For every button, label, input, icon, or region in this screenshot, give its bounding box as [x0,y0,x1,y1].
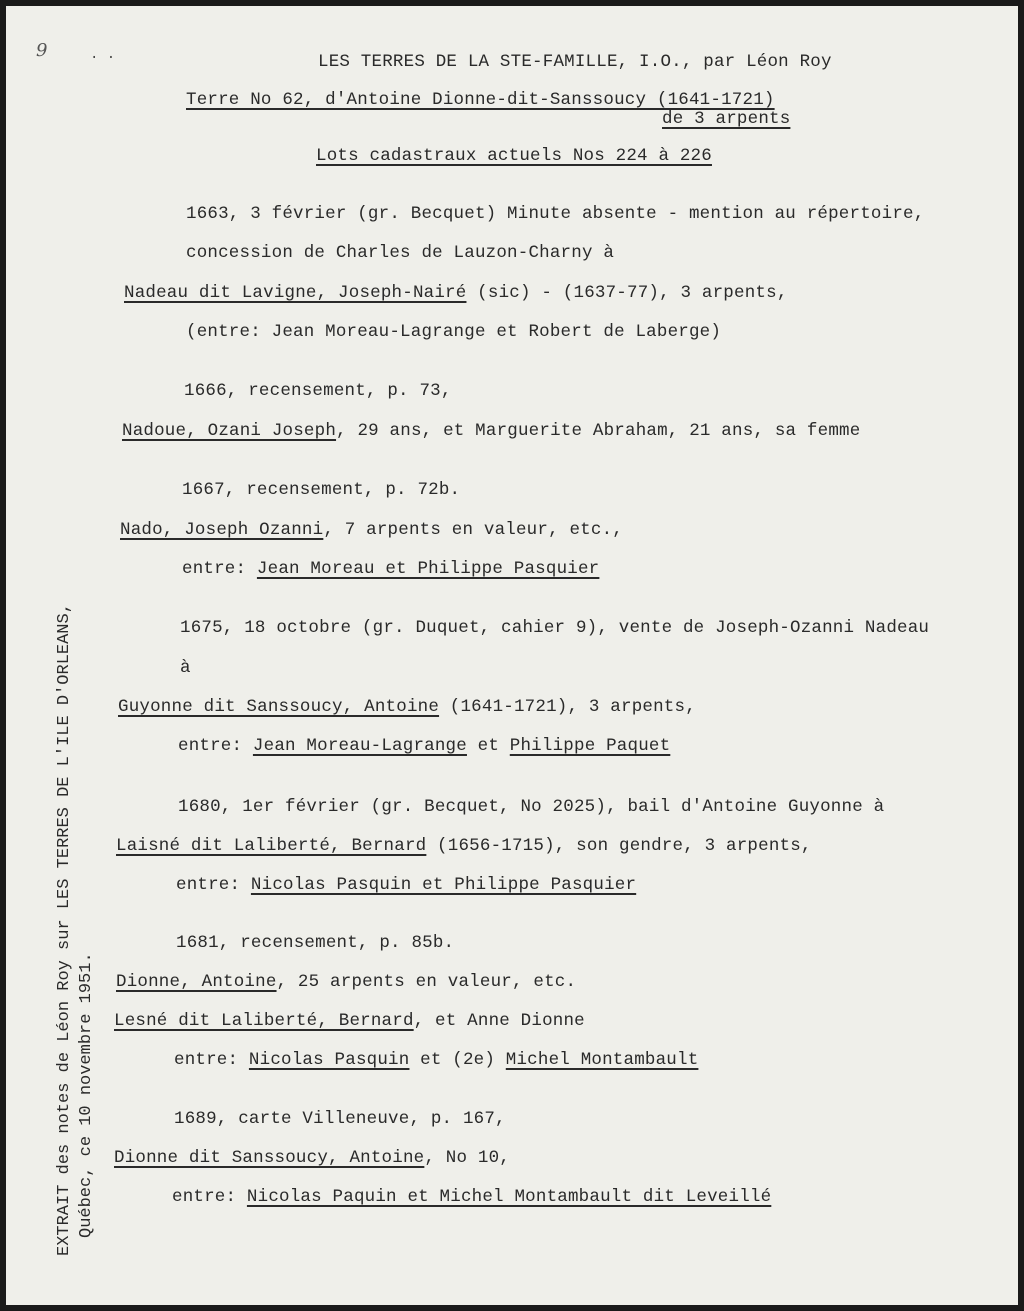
entry-1681-line1: 1681, recensement, p. 85b. [176,933,455,953]
page-number: 9 [36,40,48,61]
terre-size-line: de 3 arpents [662,109,791,129]
entry-1667-rest: , 7 arpents en valeur, etc., [323,520,623,540]
entry-1667-name: Nado, Joseph Ozanni [120,520,324,540]
entry-1680-between: Nicolas Pasquin et Philippe Pasquier [250,875,637,895]
entry-1681-between-a: Nicolas Pasquin [248,1050,410,1070]
entry-1667-line1: 1667, recensement, p. 72b. [182,480,461,500]
entry-1666-line2 [122,421,860,441]
entry-1663-rest: (sic) - (1637-77), 3 arpents, [466,283,788,303]
entry-1680-name: Laisné dit Laliberté, Bernard [116,836,427,856]
lots-line: Lots cadastraux actuels Nos 224 à 226 [316,146,712,166]
entry-1675-name: Guyonne dit Sanssoucy, Antoine [118,697,440,717]
entry-1675-rest: (1641-1721), 3 arpents, [439,697,696,717]
entry-1675-line1: 1675, 18 octobre (gr. Duquet, cahier 9), vente de Joseph-Ozanni Nadeau [180,618,930,638]
entry-1663-line4: (entre: Jean Moreau-Lagrange et Robert de Laberge) [186,322,722,342]
entry-1663-line3 [124,283,788,303]
entry-1675-line3 [118,697,696,717]
entry-1663-line2: concession de Charles de Lauzon-Charny à [186,243,615,263]
entry-1666-rest: , 29 ans, et Marguerite Abraham, 21 ans, sa femme [336,421,861,441]
entry-1680-rest: (1656-1715), son gendre, 3 arpents, [426,836,812,856]
entry-1667-between-line [182,559,599,579]
entry-1675-between-b: Philippe Paquet [509,736,671,756]
entry-1680-between-prefix: entre: [176,875,251,895]
entry-1663-name: Nadeau dit Lavigne, Joseph-Nairé [124,283,467,303]
entry-1681-rest2: , et Anne Dionne [413,1011,585,1031]
entry-1663-line1: 1663, 3 février (gr. Becquet) Minute absente - mention au répertoire, [186,204,925,224]
entry-1667-between-prefix: entre: [182,559,257,579]
entry-1689-between-line [172,1187,771,1207]
margin-note-line2: Québec, ce 10 novembre 1951. [77,952,96,1238]
entry-1689-between: Nicolas Paquin et Michel Montambault dit Leveillé [246,1187,772,1207]
entry-1667-line2 [120,520,623,540]
corner-mark: · · [90,50,116,66]
entry-1680-line2 [116,836,812,856]
entry-1681-between-prefix: entre: [174,1050,249,1070]
document-title: LES TERRES DE LA STE-FAMILLE, I.O., par Léon Roy [318,52,832,72]
entry-1681-name2: Lesné dit Laliberté, Bernard [114,1011,414,1031]
entry-1675-between-a: Jean Moreau-Lagrange [252,736,467,756]
entry-1666-line1: 1666, recensement, p. 73, [184,381,452,401]
entry-1675-between-line [178,736,670,756]
entry-1681-between-line [174,1050,698,1070]
entry-1689-name: Dionne dit Sanssoucy, Antoine [114,1148,425,1168]
entry-1681-line2 [116,972,576,992]
document-page [6,6,1018,1305]
entry-1681-name: Dionne, Antoine [116,972,277,992]
entry-1666-name: Nadoue, Ozani Joseph [122,421,337,441]
terre-line: Terre No 62, d'Antoine Dionne-dit-Sanssoucy (1641-1721) [186,90,775,110]
entry-1681-between-b: Michel Montambault [505,1050,699,1070]
margin-note-line1: EXTRAIT des notes de Léon Roy sur LES TERRES DE L'ILE D'ORLEANS, [55,603,74,1256]
entry-1689-line2 [114,1148,510,1168]
entry-1689-line1: 1689, carte Villeneuve, p. 167, [174,1109,506,1129]
entry-1681-line3 [114,1011,585,1031]
entry-1667-between: Jean Moreau et Philippe Pasquier [256,559,600,579]
entry-1680-line1: 1680, 1er février (gr. Becquet, No 2025), bail d'Antoine Guyonne à [178,797,885,817]
entry-1681-rest: , 25 arpents en valeur, etc. [276,972,577,992]
entry-1675-between-prefix: entre: [178,736,253,756]
entry-1689-between-prefix: entre: [172,1187,247,1207]
entry-1681-between-mid: et (2e) [409,1050,506,1070]
entry-1675-line2: à [180,658,191,678]
entry-1675-between-mid: et [466,736,510,756]
margin-note [54,603,98,1256]
entry-1689-rest: , No 10, [424,1148,510,1168]
entry-1680-between-line [176,875,636,895]
